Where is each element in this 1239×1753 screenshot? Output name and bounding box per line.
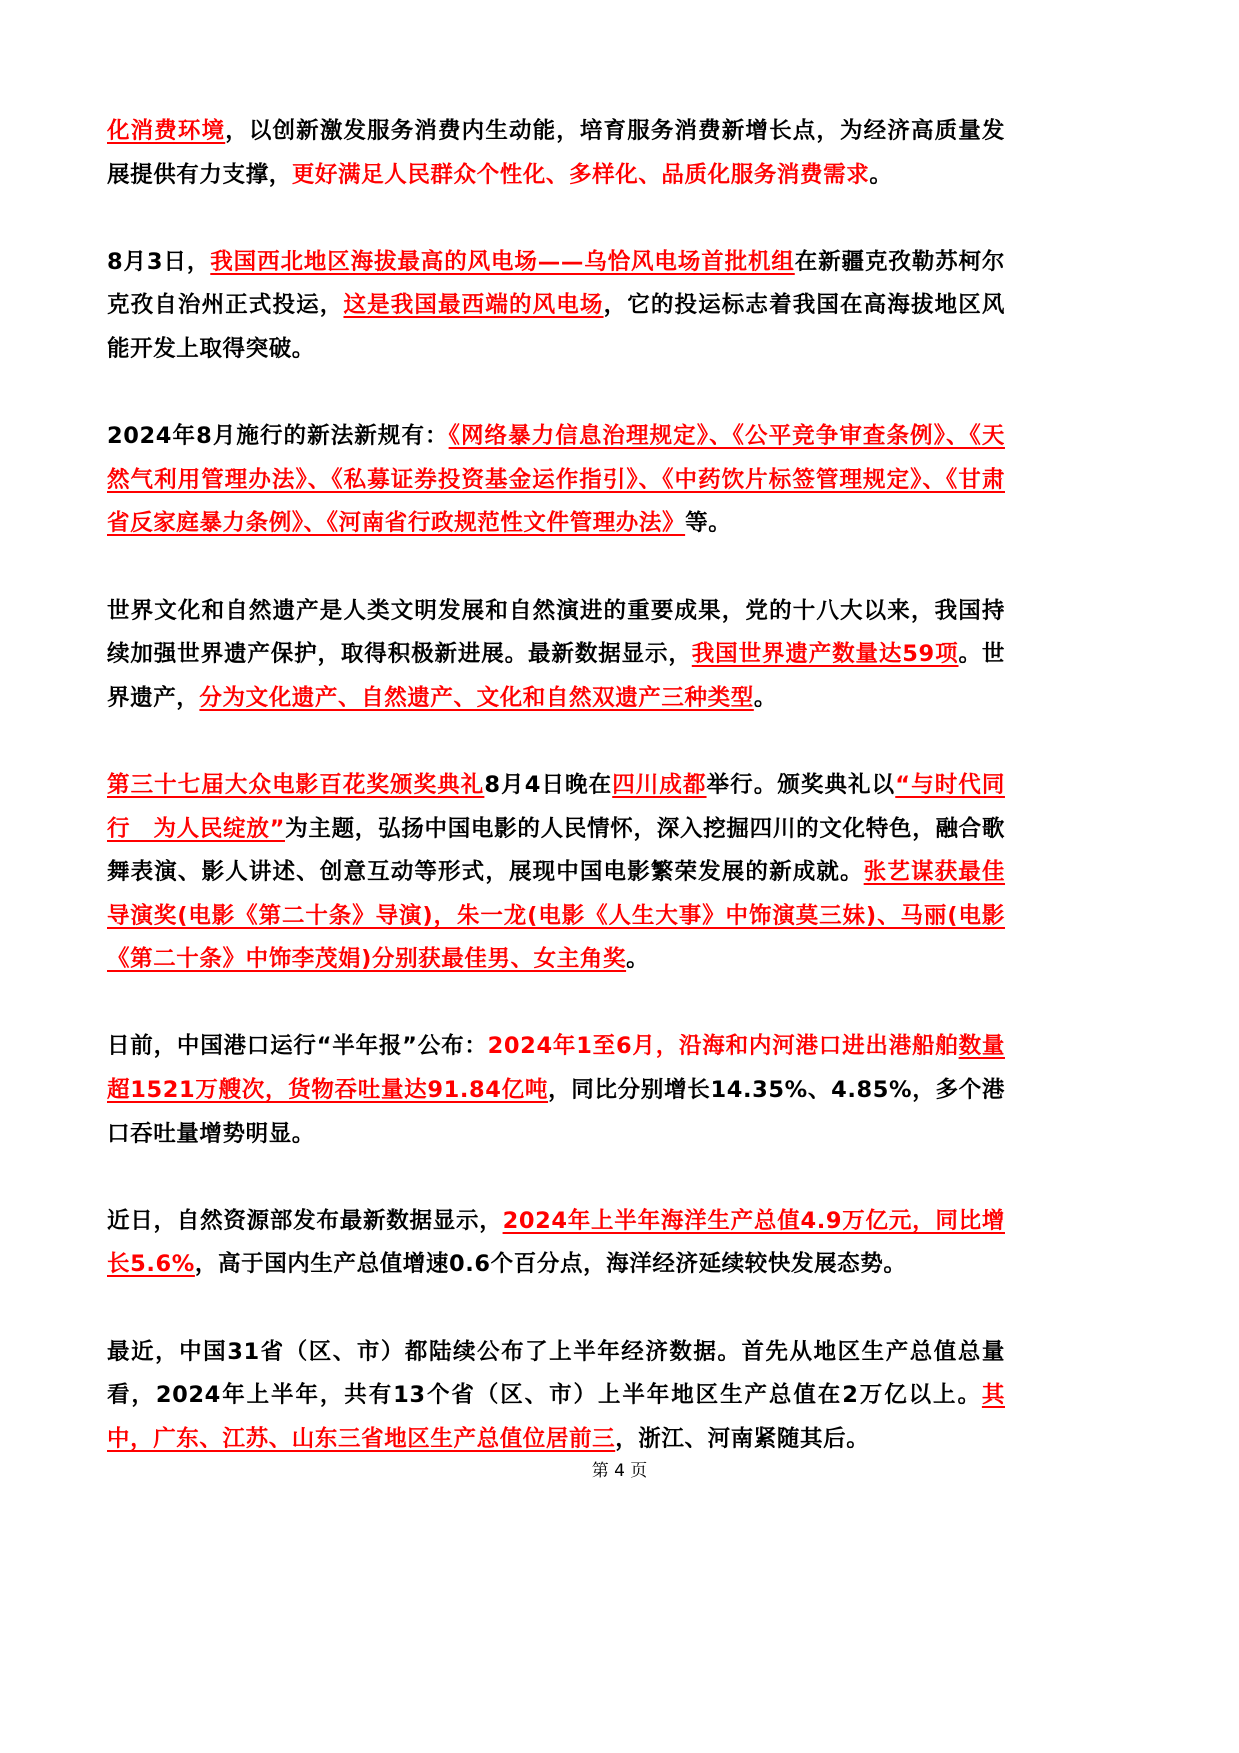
- body-text: 日前，中国港口运行“半年报”公布：: [107, 1033, 488, 1060]
- body-text: 8月3日，: [107, 248, 211, 275]
- paragraph-hundred-flowers-awards: [107, 764, 1005, 982]
- body-text: 最近，中国31省（区、市）都陆续公布了上半年经济数据。首先从地区生产总值总量看，2024年上半年，共有13个省（区、市）上半年地区生产总值在2万亿以上。: [107, 1338, 1005, 1409]
- body-text: 等。: [685, 510, 732, 537]
- paragraph-spacer: [107, 197, 1005, 241]
- body-text: 近日，自然资源部发布最新数据显示，: [107, 1207, 503, 1234]
- highlighted-text: 2024年上半年海洋生产总值4.9万亿元，同比增长5.6%: [107, 1207, 1005, 1278]
- highlighted-text: 其中，广东、江苏、山东三省地区生产总值位居前三: [107, 1382, 1005, 1452]
- highlighted-text: 2024年1至6月，沿海和内河港口进出港船舶: [487, 1033, 959, 1060]
- highlighted-text: 张艺谋获最佳导演奖(电影《第二十条》导演)，朱一龙(电影《人生大事》中饰演莫三妹)、马丽(电影《第二十条》中饰李茂娟)分别获最佳男、女主角奖: [107, 859, 1006, 973]
- highlighted-text: 《网络暴力信息治理规定》、《公平竞争审查条例》、《天然气利用管理办法》、《私募证券投资基金运作指引》、《中药饮片标签管理规定》、《甘肃省反家庭暴力条例》、《河南省行政规范性文件管理办法》: [107, 423, 1005, 537]
- highlighted-text: 这是我国最西端的风电场: [343, 292, 604, 319]
- body-text: ，它的投运标志着我国在高海拔地区风能开发上取得突破。: [107, 292, 1005, 362]
- body-text: 2024年8月施行的新法新规有：: [107, 423, 449, 450]
- paragraph-world-heritage: [107, 590, 1005, 721]
- body-text: ，高于国内生产总值增速0.6个百分点，海洋经济延续较快发展态势。: [194, 1251, 907, 1278]
- paragraph-spacer: [107, 982, 1005, 1026]
- body-text: ，浙江、河南紧随其后。: [615, 1425, 870, 1452]
- body-text: 世界文化和自然遗产是人类文明发展和自然演进的重要成果，党的十八大以来，我国持续加强世界遗产保护，取得积极新进展。最新数据显示，: [107, 597, 1005, 668]
- paragraph-provincial-gdp: [107, 1331, 1005, 1462]
- body-text: ，以创新激发服务消费内生动能，培育服务消费新增长点，为经济高质量发展提供有力支撑，: [107, 118, 1005, 188]
- body-text: 8月4日晚在: [484, 771, 613, 798]
- paragraph-spacer: [107, 1156, 1005, 1200]
- paragraph-marine-economy: [107, 1200, 1005, 1287]
- body-text: 在新疆克孜勒苏柯尔克孜自治州正式投运，: [107, 248, 1005, 319]
- paragraph-port-report: [107, 1025, 1005, 1156]
- body-text: ，同比分别增长14.35%、4.85%，多个港口吞吐量增势明显。: [107, 1077, 1005, 1147]
- body-text: 举行。颁奖典礼以: [706, 771, 896, 798]
- highlighted-text: 分为文化遗产、自然遗产、文化和自然双遗产三种类型: [199, 684, 754, 711]
- highlighted-text: 更好满足人民群众个性化、多样化、品质化服务消费需求: [291, 161, 870, 188]
- paragraph-spacer: [107, 1287, 1005, 1331]
- page-number: 第 4 页: [591, 1461, 648, 1481]
- highlighted-text: 化消费环境: [107, 118, 226, 144]
- highlighted-text: 四川成都: [612, 771, 707, 798]
- body-text: 。: [869, 161, 893, 188]
- paragraph-wind-farm: [107, 241, 1005, 372]
- highlighted-text: 我国西北地区海拔最高的风电场——乌恰风电场首批机组: [210, 248, 795, 275]
- highlighted-text: 数量超1521万艘次，货物吞吐量达91.84亿吨: [107, 1033, 1005, 1104]
- highlighted-text: “与时代同行 为人民绽放”: [107, 771, 1005, 842]
- highlighted-text: 第三十七届大众电影百花奖颁奖典礼: [107, 771, 485, 798]
- paragraph-spacer: [107, 720, 1005, 764]
- body-text: 。世界遗产，: [107, 641, 1005, 711]
- paragraph-new-laws: [107, 415, 1005, 546]
- document-body: [107, 110, 1005, 1461]
- body-text: 。: [753, 684, 777, 711]
- paragraph-consumption: [107, 110, 1005, 197]
- highlighted-text: 我国世界遗产数量达59项: [691, 641, 959, 668]
- paragraph-spacer: [107, 546, 1005, 590]
- paragraph-spacer: [107, 372, 1005, 416]
- body-text: 为主题，弘扬中国电影的人民情怀，深入挖掘四川的文化特色，融合歌舞表演、影人讲述、创意互动等形式，展现中国电影繁荣发展的新成就。: [107, 815, 1005, 886]
- body-text: 。: [626, 946, 650, 973]
